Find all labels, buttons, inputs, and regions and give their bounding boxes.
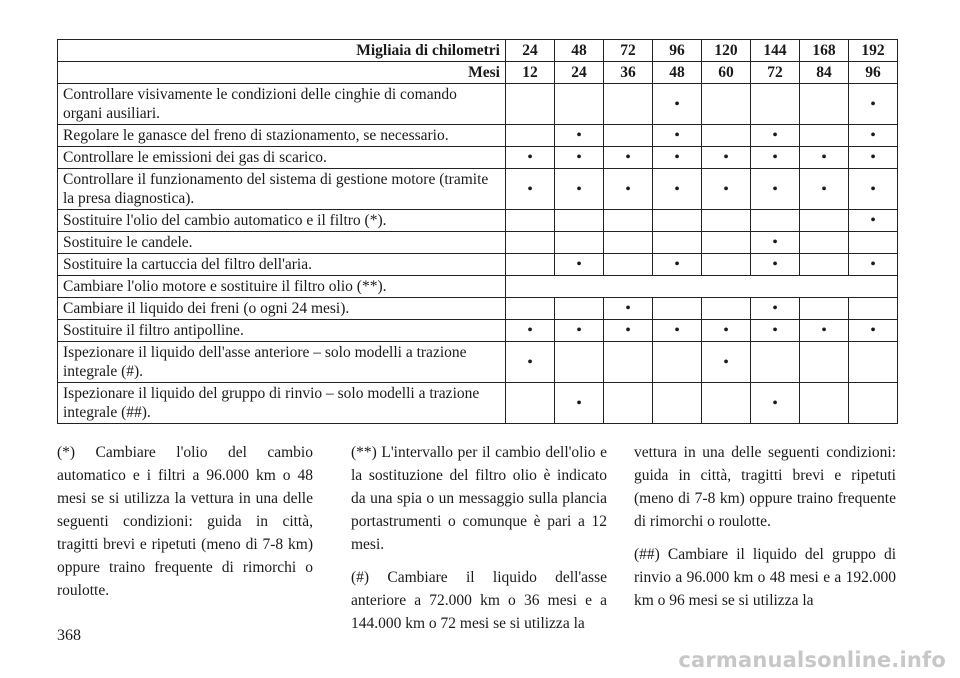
schedule-dot-icon: • xyxy=(604,147,653,169)
schedule-dot-icon: • xyxy=(653,147,702,169)
empty-cell xyxy=(751,210,800,232)
empty-cell xyxy=(751,84,800,125)
empty-cell xyxy=(604,232,653,254)
empty-cell xyxy=(849,383,898,424)
schedule-dot-icon: • xyxy=(555,147,604,169)
km-cell: 96 xyxy=(653,40,702,62)
table-row xyxy=(58,232,898,254)
empty-cell xyxy=(653,232,702,254)
empty-cell xyxy=(506,298,555,320)
schedule-dot-icon: • xyxy=(702,147,751,169)
schedule-dot-icon: • xyxy=(849,210,898,232)
empty-cell xyxy=(849,298,898,320)
schedule-dot-icon: • xyxy=(800,320,849,342)
schedule-dot-icon: • xyxy=(800,169,849,210)
schedule-dot-icon: • xyxy=(751,147,800,169)
empty-cell xyxy=(555,298,604,320)
km-cell: 72 xyxy=(604,40,653,62)
empty-cell xyxy=(604,84,653,125)
empty-cell xyxy=(849,232,898,254)
empty-cell xyxy=(849,342,898,383)
empty-cell xyxy=(800,383,849,424)
task-cell: Sostituire la cartuccia del filtro dell'aria. xyxy=(58,254,506,276)
task-cell: Cambiare il liquido dei freni (o ogni 24 mesi). xyxy=(58,298,506,320)
table-row xyxy=(58,342,898,383)
page-number: 368 xyxy=(57,627,81,644)
empty-cell xyxy=(702,84,751,125)
empty-cell xyxy=(555,84,604,125)
schedule-dot-icon: • xyxy=(555,169,604,210)
empty-cell xyxy=(800,232,849,254)
schedule-dot-icon: • xyxy=(653,320,702,342)
notes-column-3 xyxy=(634,441,896,622)
months-cell: 60 xyxy=(702,62,751,84)
schedule-dot-icon: • xyxy=(555,320,604,342)
note-paragraph: (*) Cambiare l'olio del cambio automatico e i filtri a 96.000 km o 48 mesi se si utilizza la vettura in una delle seguenti condizioni: guida in città, tragitti brevi e ripetuti (meno di 7-8 km) oppure traino frequente di rimorchi o roulotte. xyxy=(57,444,313,599)
empty-cell xyxy=(506,84,555,125)
empty-cell xyxy=(800,342,849,383)
note-paragraph: vettura in una delle seguenti condizioni: guida in città, tragitti brevi e ripetuti (meno di 7-8 km) oppure traino frequente di rimorchi o roulotte. xyxy=(634,444,896,530)
schedule-dot-icon: • xyxy=(849,147,898,169)
empty-cell xyxy=(702,383,751,424)
schedule-dot-icon: • xyxy=(849,169,898,210)
months-cell: 24 xyxy=(555,62,604,84)
empty-cell xyxy=(800,254,849,276)
schedule-dot-icon: • xyxy=(653,169,702,210)
months-cell: 72 xyxy=(751,62,800,84)
note-paragraph: (##) Cambiare il liquido del gruppo di rinvio a 96.000 km o 48 mesi e a 192.000 km o 96 mesi se si utilizza la xyxy=(634,546,896,609)
table-row xyxy=(58,383,898,424)
months-cell: 12 xyxy=(506,62,555,84)
empty-cell xyxy=(604,383,653,424)
schedule-dot-icon: • xyxy=(751,254,800,276)
watermark-text: carmanualsonline.info xyxy=(678,648,946,672)
schedule-dot-icon: • xyxy=(800,147,849,169)
empty-cell xyxy=(702,210,751,232)
task-cell: Sostituire l'olio del cambio automatico e il filtro (*). xyxy=(58,210,506,232)
empty-cell xyxy=(604,125,653,147)
table-body xyxy=(58,40,898,424)
schedule-dot-icon: • xyxy=(506,342,555,383)
empty-cell xyxy=(555,232,604,254)
table-row xyxy=(58,210,898,232)
header-km-label: Migliaia di chilometri xyxy=(58,40,506,62)
empty-cell xyxy=(604,210,653,232)
task-cell: Sostituire le candele. xyxy=(58,232,506,254)
schedule-dot-icon: • xyxy=(702,320,751,342)
empty-cell xyxy=(800,125,849,147)
km-cell: 192 xyxy=(849,40,898,62)
empty-cell xyxy=(653,342,702,383)
empty-cell xyxy=(702,232,751,254)
schedule-dot-icon: • xyxy=(604,298,653,320)
months-cell: 36 xyxy=(604,62,653,84)
empty-cell xyxy=(800,84,849,125)
empty-cell xyxy=(506,125,555,147)
schedule-dot-icon: • xyxy=(751,320,800,342)
schedule-dot-icon: • xyxy=(555,383,604,424)
km-cell: 24 xyxy=(506,40,555,62)
notes-column-1 xyxy=(57,441,313,612)
empty-cell xyxy=(702,254,751,276)
table-row xyxy=(58,169,898,210)
schedule-dot-icon: • xyxy=(604,320,653,342)
empty-cell xyxy=(604,342,653,383)
schedule-dot-icon: • xyxy=(702,169,751,210)
empty-cell xyxy=(555,342,604,383)
task-cell: Sostituire il filtro antipolline. xyxy=(58,320,506,342)
note-paragraph: (**) L'intervallo per il cambio dell'olio e la sostituzione del filtro olio è indicato da una spia o un messaggio sulla plancia portastrumenti o comunque è pari a 12 mesi. xyxy=(351,444,607,553)
schedule-dot-icon: • xyxy=(653,84,702,125)
maintenance-schedule-table xyxy=(57,39,898,424)
task-cell: Cambiare l'olio motore e sostituire il filtro olio (**). xyxy=(58,276,506,298)
table-row xyxy=(58,254,898,276)
km-cell: 48 xyxy=(555,40,604,62)
empty-cell xyxy=(506,383,555,424)
empty-cell xyxy=(653,298,702,320)
empty-cell xyxy=(506,254,555,276)
table-row xyxy=(58,298,898,320)
empty-cell xyxy=(751,342,800,383)
months-cell: 84 xyxy=(800,62,849,84)
months-cell: 48 xyxy=(653,62,702,84)
task-cell: Controllare visivamente le condizioni delle cinghie di comando organi ausiliari. xyxy=(58,84,506,125)
empty-cell xyxy=(653,210,702,232)
task-cell: Ispezionare il liquido dell'asse anteriore – solo modelli a trazione integrale (#). xyxy=(58,342,506,383)
task-cell: Controllare le emissioni dei gas di scarico. xyxy=(58,147,506,169)
empty-cell xyxy=(800,210,849,232)
schedule-dot-icon: • xyxy=(751,298,800,320)
schedule-dot-icon: • xyxy=(653,254,702,276)
note-paragraph: (#) Cambiare il liquido dell'asse anteriore a 72.000 km o 36 mesi e a 144.000 km o 72 mesi se si utilizza la xyxy=(351,569,607,632)
schedule-dot-icon: • xyxy=(751,169,800,210)
schedule-dot-icon: • xyxy=(653,125,702,147)
table-row xyxy=(58,320,898,342)
schedule-dot-icon: • xyxy=(849,320,898,342)
table-row xyxy=(58,276,898,298)
table-row xyxy=(58,147,898,169)
schedule-dot-icon: • xyxy=(849,84,898,125)
schedule-dot-icon: • xyxy=(555,254,604,276)
schedule-dot-icon: • xyxy=(751,125,800,147)
km-cell: 144 xyxy=(751,40,800,62)
schedule-dot-icon: • xyxy=(849,125,898,147)
schedule-dot-icon: • xyxy=(555,125,604,147)
schedule-dot-icon: • xyxy=(604,169,653,210)
empty-cell xyxy=(555,210,604,232)
empty-cell xyxy=(506,232,555,254)
empty-cell xyxy=(702,298,751,320)
table-row xyxy=(58,125,898,147)
task-cell: Controllare il funzionamento del sistema di gestione motore (tramite la presa diagnostica). xyxy=(58,169,506,210)
empty-cell xyxy=(653,383,702,424)
header-row-km xyxy=(58,40,898,62)
schedule-dot-icon: • xyxy=(751,383,800,424)
empty-cell xyxy=(702,125,751,147)
table-row xyxy=(58,84,898,125)
schedule-dot-icon: • xyxy=(751,232,800,254)
empty-cell xyxy=(604,254,653,276)
schedule-dot-icon: • xyxy=(506,147,555,169)
task-cell: Ispezionare il liquido del gruppo di rinvio – solo modelli a trazione integrale (##). xyxy=(58,383,506,424)
merged-empty-cell xyxy=(506,276,898,298)
schedule-dot-icon: • xyxy=(506,169,555,210)
schedule-dot-icon: • xyxy=(849,254,898,276)
km-cell: 168 xyxy=(800,40,849,62)
header-months-label: Mesi xyxy=(58,62,506,84)
schedule-dot-icon: • xyxy=(702,342,751,383)
task-cell: Regolare le ganasce del freno di stazionamento, se necessario. xyxy=(58,125,506,147)
schedule-dot-icon: • xyxy=(506,320,555,342)
header-row-months xyxy=(58,62,898,84)
empty-cell xyxy=(506,210,555,232)
km-cell: 120 xyxy=(702,40,751,62)
months-cell: 96 xyxy=(849,62,898,84)
notes-column-2 xyxy=(351,441,607,645)
empty-cell xyxy=(800,298,849,320)
